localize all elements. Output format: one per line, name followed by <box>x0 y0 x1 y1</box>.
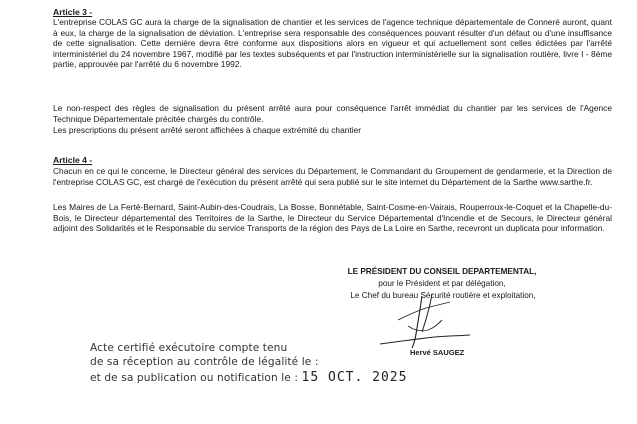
stamp-date: 15 OCT. 2025 <box>301 370 408 385</box>
signatory-name: Hervé SAUGEZ <box>410 348 465 357</box>
signatory-function: Le Chef du bureau Sécurité routière et exploitation, <box>350 291 536 300</box>
article-3-paragraph-1 <box>53 17 612 70</box>
stamp-line-3-text: et de sa publication ou notification le : <box>90 372 299 384</box>
article-3-paragraph-3: Les prescriptions du présent arrêté seront affichées à chaque extrémité du chantier <box>53 125 362 135</box>
signatory-title: LE PRÉSIDENT DU CONSEIL DEPARTEMENTAL, <box>347 267 537 276</box>
stamp-line-3 <box>90 370 407 385</box>
stamp-line-2: de sa réception au contrôle de légalité le : <box>90 356 319 368</box>
signatory-delegation: pour le Président et par délégation, <box>378 279 506 288</box>
article-3-heading: Article 3 - <box>53 7 93 17</box>
article-3-paragraph-2: Le non-respect des règles de signalisation du présent arrêté aura pour conséquence l'arrêt immédiat du chantier par les services de l'Agence Technique Départementale précitée chargés du contrôle. <box>53 103 612 124</box>
article-3-text: L'entreprise COLAS GC aura la charge de la signalisation de chantier et les services de l'agence technique départementale de Conneré auront, quant à eux, la charge de la signalisation de déviation. L'entreprise sera responsable des conséquences pouvant résulter d'un défaut ou d'une insuffisance de cette signalisation. Cette dernière devra être conforme aux dispositions alors en vigueur et qui actuellement sont celles édictées par l'arrêté interministériel du 24 novembre 1967, modifié par les textes subséquents et par l'instruction interministérielle sur la signalisation routière, livre I - 8ème partie, approuvée par l'arrêté du 6 novembre 1992. <box>53 17 612 70</box>
article-4-paragraph-2: Les Maires de La Ferté-Bernard, Saint-Aubin-des-Coudrais, La Bosse, Bonnétable, Saint-Cosme-en-Vairais, Rouperroux-le-Coquet et la Chapelle-du-Bois, le Directeur départemental des Territoires de la Sarthe, le Directeur du Service Départemental d'Incendie et de Secours, le Directeur général adjoint des Solidarités et le Responsable du service Transports de la région des Pays de La Loire en Sarthe, recevront un duplicata pour information. <box>53 202 612 234</box>
article-4-heading: Article 4 - <box>53 155 93 165</box>
stamp-line-1: Acte certifié exécutoire compte tenu <box>90 342 288 354</box>
article-4-paragraph-1: Chacun en ce qui le concerne, le Directeur général des services du Département, le Commandant du Groupement de gendarmerie, et la Direction de l'entreprise COLAS GC, est chargé de l'exécution du présent arrêté qui sera publié sur le site internet du Département de la Sarthe www.sarthe.fr. <box>53 166 612 187</box>
